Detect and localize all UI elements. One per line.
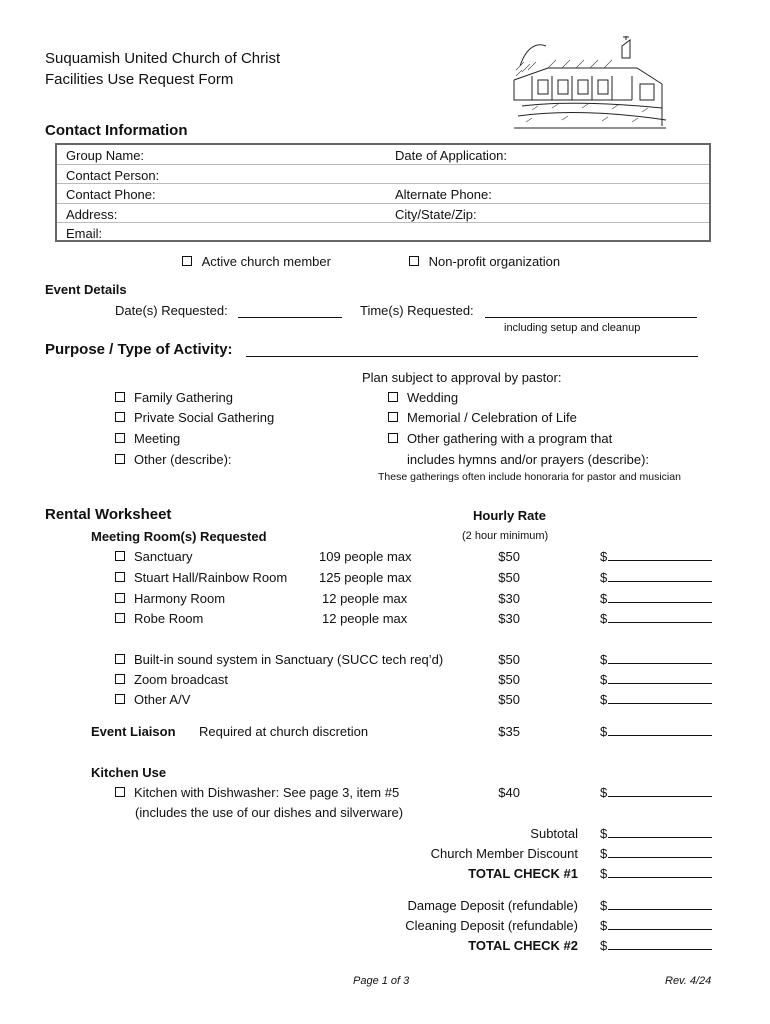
amount-field[interactable] xyxy=(600,611,712,626)
av-name: Built-in sound system in Sanctuary (SUCC tech req’d) xyxy=(134,652,444,667)
purpose-option-memorial[interactable] xyxy=(388,410,577,425)
dollar-sign: $ xyxy=(600,846,608,861)
times-requested-field[interactable] xyxy=(485,304,697,318)
amount-line xyxy=(608,918,712,930)
av-other[interactable] xyxy=(115,692,190,707)
kitchen-rate: $40 xyxy=(498,785,520,800)
amount-line xyxy=(608,672,712,684)
amount-field[interactable] xyxy=(600,785,712,800)
total-check-2-label: TOTAL CHECK #2 xyxy=(468,938,578,953)
av-name: Other A/V xyxy=(134,692,191,707)
amount-line xyxy=(608,785,712,797)
amount-line xyxy=(608,938,712,950)
av-rate: $50 xyxy=(498,692,520,707)
amount-line xyxy=(608,898,712,910)
contact-row-person[interactable] xyxy=(57,165,709,185)
contact-row-address[interactable] xyxy=(57,204,709,224)
amount-field[interactable] xyxy=(600,570,712,585)
active-member-label: Active church member xyxy=(201,254,331,269)
amount-line xyxy=(608,652,712,664)
room-name: Sanctuary xyxy=(134,549,193,564)
room-name: Robe Room xyxy=(134,611,204,626)
checkbox[interactable] xyxy=(115,412,125,422)
min-note: (2 hour minimum) xyxy=(462,530,549,542)
amount-line xyxy=(608,846,712,858)
dollar-sign: $ xyxy=(600,918,608,933)
room-name: Stuart Hall/Rainbow Room xyxy=(134,570,288,585)
group-name-label: Group Name: xyxy=(66,148,145,163)
amount-field[interactable] xyxy=(600,724,712,739)
rental-heading: Rental Worksheet xyxy=(45,506,172,523)
checkbox[interactable] xyxy=(115,654,125,664)
checkbox[interactable] xyxy=(388,433,398,443)
cleaning-deposit-label: Cleaning Deposit (refundable) xyxy=(405,918,578,933)
checkbox[interactable] xyxy=(409,256,419,266)
av-rate: $50 xyxy=(498,652,520,667)
room-capacity: 12 people max xyxy=(322,591,408,606)
checkbox[interactable] xyxy=(182,256,192,266)
contact-row-email[interactable] xyxy=(57,223,709,243)
dates-requested-field[interactable] xyxy=(238,304,342,318)
option-label: Meeting xyxy=(134,431,181,446)
checkbox[interactable] xyxy=(115,572,125,582)
av-name: Zoom broadcast xyxy=(134,672,228,687)
room-harmony[interactable] xyxy=(115,591,225,606)
email-label: Email: xyxy=(66,226,103,241)
kitchen-option[interactable] xyxy=(115,785,399,800)
room-capacity: 109 people max xyxy=(319,549,412,564)
checkbox[interactable] xyxy=(115,694,125,704)
kitchen-label: Kitchen with Dishwasher: See page 3, item #5 xyxy=(134,785,400,800)
contact-phone-label: Contact Phone: xyxy=(66,187,156,202)
amount-field[interactable] xyxy=(600,692,712,707)
member-discount-label: Church Member Discount xyxy=(430,846,578,861)
revision: Rev. 4/24 xyxy=(665,975,712,987)
purpose-option-private[interactable] xyxy=(115,410,274,425)
amount-line xyxy=(608,826,712,838)
amount-line xyxy=(608,692,712,704)
purpose-heading: Purpose / Type of Activity: xyxy=(45,341,233,358)
amount-field[interactable] xyxy=(600,918,712,933)
dollar-sign: $ xyxy=(600,570,608,585)
dollar-sign: $ xyxy=(600,611,608,626)
amount-field[interactable] xyxy=(600,652,712,667)
approval-note: Plan subject to approval by pastor: xyxy=(362,370,562,385)
room-rate: $50 xyxy=(498,549,520,564)
dollar-sign: $ xyxy=(600,898,608,913)
amount-line xyxy=(608,611,712,623)
amount-line xyxy=(608,591,712,603)
checkbox[interactable] xyxy=(115,392,125,402)
dollar-sign: $ xyxy=(600,692,608,707)
amount-field[interactable] xyxy=(600,826,712,841)
liaison-label: Event Liaison xyxy=(91,724,176,739)
amount-field[interactable] xyxy=(600,846,712,861)
av-rate: $50 xyxy=(498,672,520,687)
room-capacity: 12 people max xyxy=(322,611,408,626)
checkbox[interactable] xyxy=(115,613,125,623)
amount-line xyxy=(608,570,712,582)
option-label: Wedding xyxy=(407,390,459,405)
amount-field[interactable] xyxy=(600,866,712,881)
alternate-phone-label: Alternate Phone: xyxy=(395,187,492,202)
amount-line xyxy=(608,549,712,561)
av-zoom[interactable] xyxy=(115,672,228,687)
option-label: Memorial / Celebration of Life xyxy=(407,410,577,425)
purpose-option-program[interactable] xyxy=(388,431,612,446)
amount-line xyxy=(608,866,712,878)
active-member-option[interactable] xyxy=(182,254,331,269)
room-capacity: 125 people max xyxy=(319,570,412,585)
contact-person-label: Contact Person: xyxy=(66,167,160,183)
checkbox[interactable] xyxy=(115,454,125,464)
amount-field[interactable] xyxy=(600,549,712,564)
times-note: including setup and cleanup xyxy=(504,322,641,334)
room-name: Harmony Room xyxy=(134,591,226,606)
dollar-sign: $ xyxy=(600,826,608,841)
purpose-option-meeting[interactable] xyxy=(115,431,180,446)
contact-row-phone[interactable] xyxy=(57,184,709,204)
room-robe[interactable] xyxy=(115,611,203,626)
kitchen-note: (includes the use of our dishes and silverware) xyxy=(135,805,404,820)
purpose-option-wedding[interactable] xyxy=(388,390,458,405)
checkbox[interactable] xyxy=(115,551,125,561)
hourly-rate-heading: Hourly Rate xyxy=(473,508,546,523)
liaison-desc: Required at church discretion xyxy=(199,724,369,739)
damage-deposit-label: Damage Deposit (refundable) xyxy=(407,898,578,913)
dollar-sign: $ xyxy=(600,652,608,667)
checkbox[interactable] xyxy=(115,674,125,684)
dollar-sign: $ xyxy=(600,866,608,881)
room-sanctuary[interactable] xyxy=(115,549,193,564)
option-label: Other gathering with a program that xyxy=(407,431,613,446)
contact-row-group[interactable] xyxy=(57,145,709,165)
dollar-sign: $ xyxy=(600,724,608,739)
liaison-rate: $35 xyxy=(498,724,520,739)
purpose-option-other[interactable] xyxy=(115,452,232,467)
dollar-sign: $ xyxy=(600,672,608,687)
amount-field[interactable] xyxy=(600,672,712,687)
total-check-1-label: TOTAL CHECK #1 xyxy=(468,866,578,881)
contact-heading: Contact Information xyxy=(45,122,188,139)
purpose-field[interactable] xyxy=(246,342,698,357)
dollar-sign: $ xyxy=(600,549,608,564)
non-profit-label: Non-profit organization xyxy=(428,254,561,269)
room-rate: $50 xyxy=(498,570,520,585)
amount-line xyxy=(608,724,712,736)
room-rate: $30 xyxy=(498,611,520,626)
checkbox[interactable] xyxy=(388,412,398,422)
program-continuation: includes hymns and/or prayers (describe): xyxy=(407,452,650,467)
rooms-heading: Meeting Room(s) Requested xyxy=(91,529,267,544)
subtotal-label: Subtotal xyxy=(530,826,578,841)
room-rate: $30 xyxy=(498,591,520,606)
non-profit-option[interactable] xyxy=(409,254,560,269)
option-label: Family Gathering xyxy=(134,390,233,405)
option-label: Private Social Gathering xyxy=(134,410,275,425)
honoraria-note: These gatherings often include honoraria for pastor and musician xyxy=(378,471,681,483)
dollar-sign: $ xyxy=(600,938,608,953)
form-title: Facilities Use Request Form xyxy=(45,71,234,88)
org-name: Suquamish United Church of Christ xyxy=(45,50,281,67)
times-requested-label: Time(s) Requested: xyxy=(360,303,474,318)
date-application-label: Date of Application: xyxy=(395,148,508,163)
av-sound-system[interactable] xyxy=(115,652,443,667)
checkbox[interactable] xyxy=(388,392,398,402)
purpose-option-family[interactable] xyxy=(115,390,233,405)
event-heading: Event Details xyxy=(45,282,127,297)
dollar-sign: $ xyxy=(600,591,608,606)
checkbox[interactable] xyxy=(115,787,125,797)
city-state-zip-label: City/State/Zip: xyxy=(395,206,477,222)
kitchen-heading: Kitchen Use xyxy=(91,765,167,780)
page-number: Page 1 of 3 xyxy=(353,975,410,987)
dollar-sign: $ xyxy=(600,785,608,800)
checkbox[interactable] xyxy=(115,433,125,443)
checkbox[interactable] xyxy=(115,593,125,603)
room-stuart-hall[interactable] xyxy=(115,570,287,585)
amount-field[interactable] xyxy=(600,898,712,913)
option-label: Other (describe): xyxy=(134,452,232,467)
church-logo-icon xyxy=(512,36,668,130)
address-label: Address: xyxy=(66,206,118,222)
amount-field[interactable] xyxy=(600,938,712,953)
contact-info-box xyxy=(55,143,711,242)
amount-field[interactable] xyxy=(600,591,712,606)
dates-requested-label: Date(s) Requested: xyxy=(115,303,228,318)
